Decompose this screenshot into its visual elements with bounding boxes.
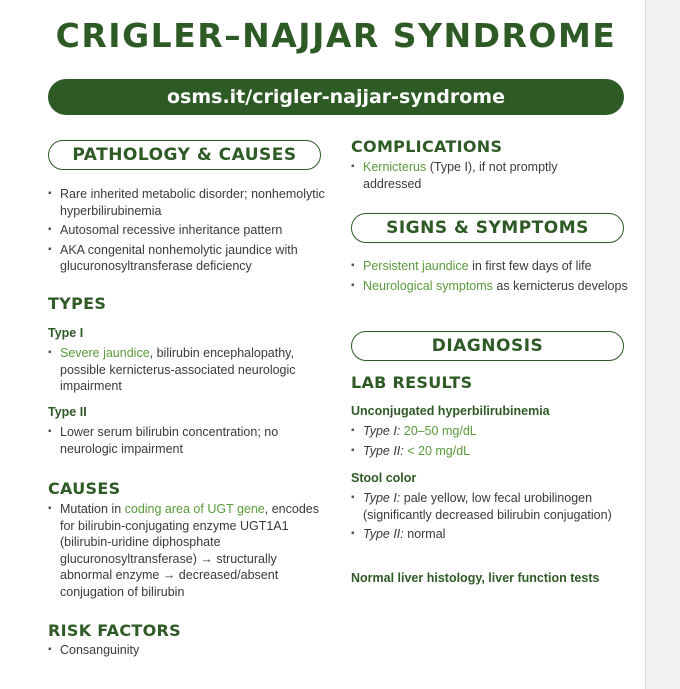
causes-heading: CAUSES xyxy=(48,479,121,498)
type-label: Type I: xyxy=(363,424,401,438)
item-text: Mutation in xyxy=(60,502,125,516)
diagnosis-heading: DIAGNOSIS xyxy=(351,331,624,361)
list-item: ▪ AKA congenital nonhemolytic jaundice with glucuronosyltransferase deficiency xyxy=(48,242,343,275)
causes-list xyxy=(48,501,323,603)
list-item xyxy=(351,490,619,523)
pathology-heading: PATHOLOGY & CAUSES xyxy=(48,140,321,170)
unconjugated-label: Unconjugated hyperbilirubinemia xyxy=(351,404,550,418)
list-item xyxy=(351,443,611,460)
highlight-text: coding area of UGT gene xyxy=(124,502,265,516)
type-label: Type II: xyxy=(363,443,404,458)
list-item xyxy=(351,258,631,275)
highlight-text: Severe jaundice xyxy=(60,346,150,360)
list-item: ▪ Rare inherited metabolic disorder; nonhemolytic hyperbilirubinemia xyxy=(48,186,343,219)
item-text: , encodes for bilirubin-conjugating enzyme UGT1A1 (bilirubin-uridine diphosphate glucuronosyltransferase) → structurally abnormal enzyme → decreased/absent conjugation of bilirubin xyxy=(60,502,319,599)
item-text: as kernicterus develops xyxy=(492,278,628,293)
item-text: (Type I), if not promptly addressed xyxy=(363,160,558,191)
item-text: pale yellow, low fecal urobilinogen (significantly decreased bilirubin conjugation) xyxy=(363,491,612,522)
signs-list xyxy=(351,258,631,297)
url-banner[interactable]: osms.it/crigler-najjar-syndrome xyxy=(48,79,624,115)
risk-factors-list xyxy=(48,642,308,662)
list-item: ▪ Lower serum bilirubin concentration; no neurologic impairment xyxy=(48,424,310,457)
highlight-text: < 20 mg/dL xyxy=(403,443,471,458)
page-edge xyxy=(645,0,680,689)
complications-heading: COMPLICATIONS xyxy=(351,137,503,156)
type2-label: Type II xyxy=(48,405,87,419)
item-text: , bilirubin encephalopathy, possible kernicterus-associated neurologic impairment xyxy=(60,346,296,393)
histology-note: Normal liver histology, liver function tests xyxy=(351,571,600,585)
list-item xyxy=(351,526,619,543)
item-text: in first few days of life xyxy=(468,259,592,273)
item-text: normal xyxy=(403,527,446,541)
type-label: Type I: xyxy=(363,491,401,505)
type-label: Type II: xyxy=(363,527,404,541)
list-item xyxy=(351,423,611,440)
stool-color-list xyxy=(351,490,619,546)
page-title: CRIGLER–NAJJAR SYNDROME xyxy=(55,16,617,55)
highlight-text: 20–50 mg/dL xyxy=(400,424,477,438)
list-item: ▪ Autosomal recessive inheritance pattern xyxy=(48,222,343,239)
list-item xyxy=(351,159,591,192)
list-item xyxy=(48,345,328,395)
signs-symptoms-heading: SIGNS & SYMPTOMS xyxy=(351,213,624,243)
risk-factors-heading: RISK FACTORS xyxy=(48,621,181,640)
lab-results-heading: LAB RESULTS xyxy=(351,373,473,392)
list-item xyxy=(48,501,323,600)
type1-label: Type I xyxy=(48,326,84,340)
list-item xyxy=(351,278,631,295)
pathology-list xyxy=(48,186,343,278)
stool-color-label: Stool color xyxy=(351,471,417,485)
highlight-text: Kernicterus xyxy=(363,160,427,174)
complications-list xyxy=(351,159,591,195)
list-item: ▪ Consanguinity xyxy=(48,642,308,659)
highlight-text: Persistent jaundice xyxy=(363,259,469,273)
type1-list xyxy=(48,345,328,398)
types-heading: TYPES xyxy=(48,294,107,313)
highlight-text: Neurological symptoms xyxy=(363,278,493,293)
type2-list xyxy=(48,424,310,460)
unconjugated-list xyxy=(351,423,611,462)
